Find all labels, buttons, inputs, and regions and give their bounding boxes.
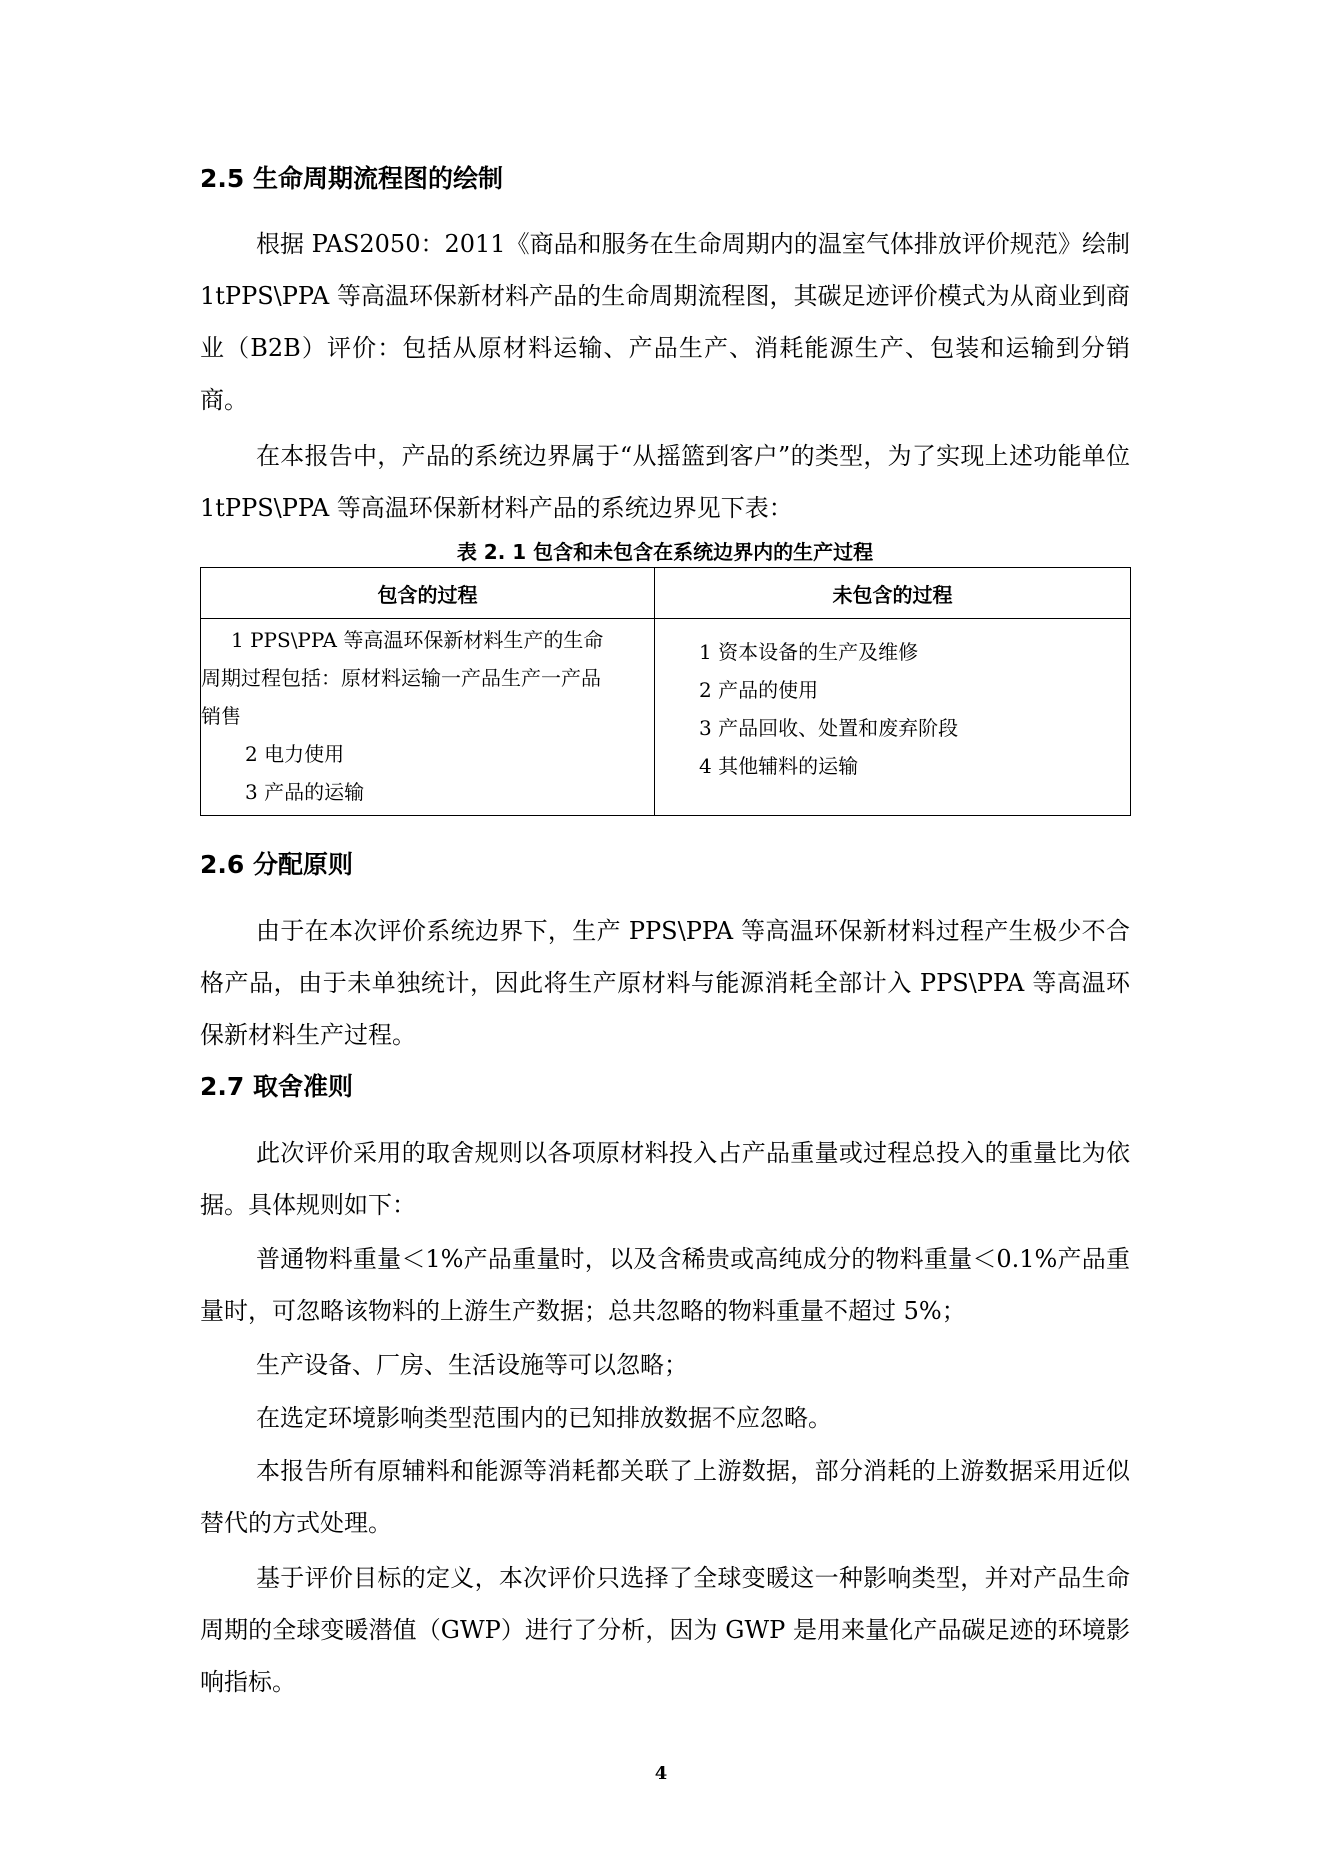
paragraph-emission-data: 在选定环境影响类型范围内的已知排放数据不应忽略。 xyxy=(256,1404,832,1432)
included-item: 销售 xyxy=(201,704,241,728)
paragraph-upstream-data: 本报告所有原辅料和能源等消耗都关联了上游数据，部分消耗的上游数据采用近似替代的方式处理。 xyxy=(200,1457,1130,1537)
included-item: 3 产品的运输 xyxy=(245,780,365,804)
included-item: 周期过程包括：原材料运输一产品生产一产品 xyxy=(201,666,601,690)
excluded-item: 3 产品回收、处置和废弃阶段 xyxy=(699,716,959,740)
paragraph-equipment: 生产设备、厂房、生活设施等可以忽略； xyxy=(256,1351,688,1379)
process-boundary-table xyxy=(200,567,1131,816)
section-heading-2-7: 2.7 取舍准则 xyxy=(200,1072,353,1101)
included-item: 1 PPS\PPA 等高温环保新材料生产的生命 xyxy=(231,628,604,652)
section-heading-2-5: 2.5 生命周期流程图的绘制 xyxy=(200,164,503,193)
excluded-item: 1 资本设备的生产及维修 xyxy=(699,640,919,664)
paragraph-material-threshold: 普通物料重量＜1%产品重量时，以及含稀贵或高纯成分的物料重量＜0.1%产品重量时，可忽略该物料的上游生产数据；总共忽略的物料重量不超过 5%； xyxy=(200,1245,1130,1325)
paragraph-pas2050: 根据 PAS2050：2011《商品和服务在生命周期内的温室气体排放评价规范》绘制 1tPPS\PPA 等高温环保新材料产品的生命周期流程图，其碳足迹评价模式为从商业到商业（B2B）评价：包括从原材料运输、产品生产、消耗能源生产、包装和运输到分销商。 xyxy=(200,230,1130,414)
included-processes-cell xyxy=(201,619,655,816)
paragraph-gwp: 基于评价目标的定义，本次评价只选择了全球变暖这一种影响类型，并对产品生命周期的全球变暖潜值（GWP）进行了分析，因为 GWP 是用来量化产品碳足迹的环境影响指标。 xyxy=(200,1564,1130,1696)
paragraph-system-boundary: 在本报告中，产品的系统边界属于“从摇篮到客户”的类型，为了实现上述功能单位 1tPPS\PPA 等高温环保新材料产品的系统边界见下表： xyxy=(200,442,1130,522)
paragraph-cutoff-rule: 此次评价采用的取舍规则以各项原材料投入占产品重量或过程总投入的重量比为依据。具体规则如下： xyxy=(200,1139,1130,1219)
excluded-item: 4 其他辅料的运输 xyxy=(699,754,859,778)
excluded-processes-cell xyxy=(655,619,1131,816)
page-number: 4 xyxy=(654,1763,668,1784)
included-item: 2 电力使用 xyxy=(245,742,345,766)
section-heading-2-6: 2.6 分配原则 xyxy=(200,850,353,879)
header-excluded: 未包含的过程 xyxy=(655,568,1131,619)
header-included: 包含的过程 xyxy=(201,568,655,619)
paragraph-allocation: 由于在本次评价系统边界下，生产 PPS\PPA 等高温环保新材料过程产生极少不合格产品，由于未单独统计，因此将生产原材料与能源消耗全部计入 PPS\PPA 等高温环保新材料生产过程。 xyxy=(200,917,1130,1049)
excluded-item: 2 产品的使用 xyxy=(699,678,819,702)
table-caption: 表 2. 1 包含和未包含在系统边界内的生产过程 xyxy=(456,540,874,564)
